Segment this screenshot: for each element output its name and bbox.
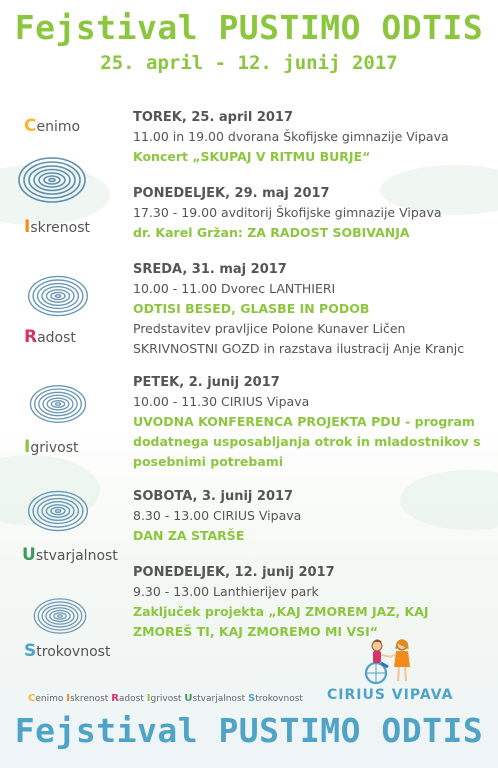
event-day: TOREK, 25. april 2017 — [133, 110, 294, 125]
fingerprint-icon — [32, 592, 88, 640]
event-time-place: 17.30 - 19.00 avditorij Škofijske gimnazije Vipava — [133, 205, 442, 220]
event-6 — [133, 564, 493, 642]
event-title: UVODNA KONFERENCA PROJEKTA PDU - program dodatnega usposabljanja otrok in mladostnikov s posebnimi potrebami — [133, 414, 481, 469]
cirius-logo-text: CIRIUS VIPAVA — [327, 687, 454, 703]
event-time-place: 8.30 - 13.00 CIRIUS Vipava — [133, 508, 302, 523]
event-title: Zaključek projekta „KAJ ZMOREM JAZ, KAJ ZMOREŠ TI, KAJ ZMOREMO MI VSI“ — [133, 604, 429, 639]
festival-dates: 25. april - 12. junij 2017 — [100, 52, 398, 74]
event-day: PONEDELJEK, 29. maj 2017 — [133, 186, 330, 201]
event-5 — [133, 488, 493, 546]
event-title: dr. Karel Gržan: ZA RADOST SOBIVANJA — [133, 225, 410, 240]
event-3 — [133, 261, 493, 359]
value-label-igrivost: Igrivost — [24, 437, 79, 457]
event-description: Predstavitev pravljice Polone Kunaver Ličen — [133, 321, 406, 336]
value-label-cenimo: Cenimo — [24, 116, 81, 136]
fingerprint-icon — [26, 270, 90, 322]
event-day: SREDA, 31. maj 2017 — [133, 262, 287, 277]
value-label-strokovnost: Strokovnost — [24, 641, 111, 661]
footer-title: Fejstival PUSTIMO ODTIS — [14, 711, 484, 750]
festival-title: Fejstival PUSTIMO ODTIS — [14, 8, 484, 47]
event-time-place: 11.00 in 19.00 dvorana Škofijske gimnazije Vipava — [133, 129, 449, 144]
value-label-radost: Radost — [24, 327, 76, 347]
event-day: PETEK, 2. junij 2017 — [133, 375, 280, 390]
fingerprint-icon — [26, 485, 90, 537]
event-title: Koncert „SKUPAJ V RITMU BURJE“ — [133, 149, 371, 164]
event-title: DAN ZA STARŠE — [133, 528, 245, 543]
children-wheelchair-icon — [362, 637, 418, 687]
value-label-iskrenost: Iskrenost — [24, 217, 91, 237]
event-2 — [133, 185, 493, 243]
event-time-place: 10.00 - 11.30 CIRIUS Vipava — [133, 394, 310, 409]
fingerprint-icon — [16, 155, 88, 205]
event-time-place: 9.30 - 13.00 Lanthierijev park — [133, 584, 319, 599]
event-1 — [133, 109, 493, 167]
value-label-ustvarjalnost: Ustvarjalnost — [22, 545, 118, 565]
event-time-place: 10.00 - 11.00 Dvorec LANTHIERI — [133, 281, 336, 296]
event-day: PONEDELJEK, 12. junij 2017 — [133, 565, 335, 580]
values-strip: Cenimo Iskrenost Radost Igrivost Ustvarjalnost Strokovnost — [28, 693, 303, 704]
event-day: SOBOTA, 3. junij 2017 — [133, 489, 294, 504]
event-title: ODTISI BESED, GLASBE IN PODOB — [133, 301, 370, 316]
event-4 — [133, 374, 493, 472]
event-description: SKRIVNOSTNI GOZD in razstava ilustracij Anje Kranjc — [133, 341, 465, 356]
fingerprint-icon — [28, 378, 88, 430]
